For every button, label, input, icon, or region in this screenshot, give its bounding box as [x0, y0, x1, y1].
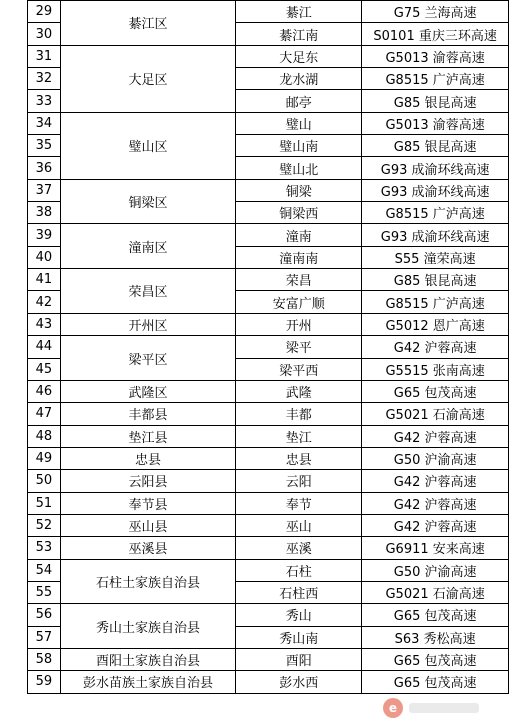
row-number-cell: 48: [28, 425, 61, 447]
highway-cell: G93 成渝环线高速: [362, 179, 509, 201]
row-number-cell: 56: [28, 604, 61, 626]
row-number-cell: 41: [28, 269, 61, 291]
row-number-cell: 37: [28, 179, 61, 201]
station-cell: 荣昌: [236, 269, 362, 291]
highway-station-table: [27, 0, 509, 694]
district-cell: 忠县: [60, 447, 235, 469]
station-cell: 石柱: [236, 559, 362, 581]
table-row: [28, 425, 509, 447]
district-cell: 彭水苗族土家族自治县: [60, 671, 235, 693]
row-number-cell: 53: [28, 537, 61, 559]
district-cell: 奉节县: [60, 492, 235, 514]
table-row: [28, 537, 509, 559]
highway-cell: G65 包茂高速: [362, 380, 509, 402]
highway-cell: G65 包茂高速: [362, 671, 509, 693]
row-number-cell: 58: [28, 648, 61, 670]
highway-cell: S55 潼荣高速: [362, 246, 509, 268]
district-cell: 大足区: [60, 45, 235, 112]
district-cell: 垫江县: [60, 425, 235, 447]
row-number-cell: 51: [28, 492, 61, 514]
district-cell: 巫山县: [60, 514, 235, 536]
row-number-cell: 54: [28, 559, 61, 581]
highway-cell: G85 银昆高速: [362, 269, 509, 291]
highway-cell: G93 成渝环线高速: [362, 224, 509, 246]
station-cell: 开州: [236, 313, 362, 335]
highway-cell: G42 沪蓉高速: [362, 336, 509, 358]
table-row: [28, 671, 509, 693]
row-number-cell: 42: [28, 291, 61, 313]
station-cell: 璧山南: [236, 135, 362, 157]
row-number-cell: 35: [28, 135, 61, 157]
watermark: [383, 698, 479, 718]
table-row: [28, 403, 509, 425]
row-number-cell: 36: [28, 157, 61, 179]
district-cell: 酉阳土家族自治县: [60, 648, 235, 670]
highway-cell: G50 沪渝高速: [362, 559, 509, 581]
row-number-cell: 52: [28, 514, 61, 536]
highway-cell: G93 成渝环线高速: [362, 157, 509, 179]
highway-cell: G5021 石渝高速: [362, 403, 509, 425]
table-row: [28, 336, 509, 358]
district-cell: 巫溪县: [60, 537, 235, 559]
station-cell: 秀山: [236, 604, 362, 626]
row-number-cell: 30: [28, 23, 61, 45]
table-row: [28, 224, 509, 246]
station-cell: 忠县: [236, 447, 362, 469]
table-row: [28, 269, 509, 291]
row-number-cell: 33: [28, 90, 61, 112]
highway-cell: G5013 渝蓉高速: [362, 45, 509, 67]
highway-cell: G8515 广泸高速: [362, 68, 509, 90]
station-cell: 垫江: [236, 425, 362, 447]
highway-cell: G85 银昆高速: [362, 90, 509, 112]
district-cell: 璧山区: [60, 112, 235, 179]
row-number-cell: 29: [28, 1, 61, 23]
station-cell: 石柱西: [236, 581, 362, 603]
table-row: [28, 604, 509, 626]
station-cell: 璧山北: [236, 157, 362, 179]
row-number-cell: 57: [28, 626, 61, 648]
row-number-cell: 43: [28, 313, 61, 335]
district-cell: 云阳县: [60, 470, 235, 492]
station-cell: 铜梁: [236, 179, 362, 201]
district-cell: 开州区: [60, 313, 235, 335]
row-number-cell: 34: [28, 112, 61, 134]
table-row: [28, 648, 509, 670]
district-cell: 丰都县: [60, 403, 235, 425]
district-cell: 武隆区: [60, 380, 235, 402]
row-number-cell: 55: [28, 581, 61, 603]
station-cell: 云阳: [236, 470, 362, 492]
station-cell: 邮亭: [236, 90, 362, 112]
row-number-cell: 59: [28, 671, 61, 693]
watermark-text: [409, 703, 479, 713]
table-row: [28, 559, 509, 581]
row-number-cell: 40: [28, 246, 61, 268]
highway-cell: G75 兰海高速: [362, 1, 509, 23]
station-cell: 丰都: [236, 403, 362, 425]
table-row: [28, 514, 509, 536]
highway-cell: G8515 广泸高速: [362, 291, 509, 313]
highway-cell: G50 沪渝高速: [362, 447, 509, 469]
table-body: [28, 1, 509, 694]
row-number-cell: 31: [28, 45, 61, 67]
highway-cell: G6911 安来高速: [362, 537, 509, 559]
table-row: [28, 447, 509, 469]
table-row: [28, 380, 509, 402]
station-cell: 潼南: [236, 224, 362, 246]
highway-cell: G5021 石渝高速: [362, 581, 509, 603]
highway-cell: G42 沪蓉高速: [362, 470, 509, 492]
district-cell: 荣昌区: [60, 269, 235, 314]
row-number-cell: 44: [28, 336, 61, 358]
station-cell: 巫山: [236, 514, 362, 536]
station-cell: 武隆: [236, 380, 362, 402]
station-cell: 綦江南: [236, 23, 362, 45]
row-number-cell: 38: [28, 202, 61, 224]
row-number-cell: 50: [28, 470, 61, 492]
row-number-cell: 46: [28, 380, 61, 402]
highway-cell: G5013 渝蓉高速: [362, 112, 509, 134]
table-row: [28, 313, 509, 335]
district-cell: 梁平区: [60, 336, 235, 381]
highway-cell: S63 秀松高速: [362, 626, 509, 648]
highway-cell: G65 包茂高速: [362, 648, 509, 670]
highway-cell: G85 银昆高速: [362, 135, 509, 157]
highway-cell: G5515 张南高速: [362, 358, 509, 380]
highway-cell: G42 沪蓉高速: [362, 425, 509, 447]
district-cell: 铜梁区: [60, 179, 235, 224]
table-row: [28, 112, 509, 134]
highway-cell: G42 沪蓉高速: [362, 492, 509, 514]
highway-cell: G65 包茂高速: [362, 604, 509, 626]
station-cell: 龙水湖: [236, 68, 362, 90]
table-row: [28, 179, 509, 201]
station-cell: 潼南南: [236, 246, 362, 268]
station-cell: 酉阳: [236, 648, 362, 670]
row-number-cell: 39: [28, 224, 61, 246]
table-row: [28, 492, 509, 514]
table-row: [28, 470, 509, 492]
row-number-cell: 45: [28, 358, 61, 380]
station-cell: 綦江: [236, 1, 362, 23]
station-cell: 奉节: [236, 492, 362, 514]
station-cell: 铜梁西: [236, 202, 362, 224]
highway-cell: G8515 广泸高速: [362, 202, 509, 224]
highway-cell: G5012 恩广高速: [362, 313, 509, 335]
station-cell: 梁平西: [236, 358, 362, 380]
district-cell: 秀山土家族自治县: [60, 604, 235, 649]
station-cell: 巫溪: [236, 537, 362, 559]
highway-cell: S0101 重庆三环高速: [362, 23, 509, 45]
table-row: [28, 1, 509, 23]
row-number-cell: 32: [28, 68, 61, 90]
station-cell: 大足东: [236, 45, 362, 67]
table-row: [28, 45, 509, 67]
station-cell: 梁平: [236, 336, 362, 358]
highway-cell: G42 沪蓉高速: [362, 514, 509, 536]
district-cell: 潼南区: [60, 224, 235, 269]
station-cell: 璧山: [236, 112, 362, 134]
district-cell: 綦江区: [60, 1, 235, 46]
station-cell: 彭水西: [236, 671, 362, 693]
station-cell: 秀山南: [236, 626, 362, 648]
district-cell: 石柱土家族自治县: [60, 559, 235, 604]
row-number-cell: 49: [28, 447, 61, 469]
station-cell: 安富广顺: [236, 291, 362, 313]
row-number-cell: 47: [28, 403, 61, 425]
logo-icon: e: [383, 698, 403, 718]
